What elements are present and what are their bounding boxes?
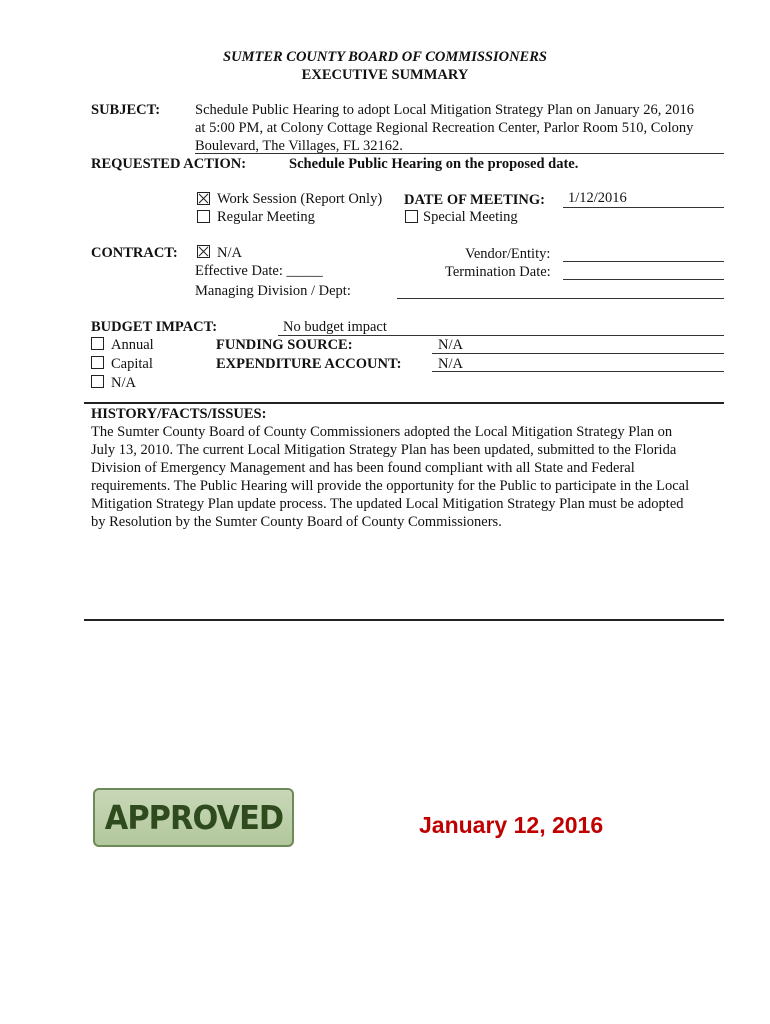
capital-label: Capital xyxy=(111,356,153,372)
budget-impact-label: BUDGET IMPACT: xyxy=(91,319,218,335)
subject-line-3: Boulevard, The Villages, FL 32162. xyxy=(195,138,403,154)
budget-impact-value: No budget impact xyxy=(283,319,387,335)
subject-line-2: at 5:00 PM, at Colony Cottage Regional Recreation Center, Parlor Room 510, Colony xyxy=(195,120,694,136)
division-underline xyxy=(397,298,724,299)
work-session-checkbox[interactable] xyxy=(197,192,210,205)
regular-meeting-label: Regular Meeting xyxy=(217,209,315,225)
history-line: The Sumter County Board of County Commissioners adopted the Local Mitigation Strategy Plan on xyxy=(91,424,673,440)
annual-label: Annual xyxy=(111,337,154,353)
work-session-label: Work Session (Report Only) xyxy=(217,191,383,207)
capital-checkbox[interactable] xyxy=(91,356,104,369)
history-line: requirements. The Public Hearing will provide the opportunity for the Public to participate in the Local xyxy=(91,478,690,494)
approved-stamp-text: APPROVED xyxy=(104,798,283,837)
history-text xyxy=(91,423,731,531)
org-title: SUMTER COUNTY BOARD OF COMMISSIONERS xyxy=(223,49,547,65)
termination-underline xyxy=(563,279,724,280)
date-underline xyxy=(563,207,724,208)
history-line: July 13, 2010. The current Local Mitigation Strategy Plan has been updated, submitted to the Florida xyxy=(91,442,677,458)
special-meeting-checkbox[interactable] xyxy=(405,210,418,223)
funding-underline xyxy=(432,353,724,354)
requested-action-value: Schedule Public Hearing on the proposed date. xyxy=(289,156,579,172)
date-of-meeting-label: DATE OF MEETING: xyxy=(404,192,545,208)
history-label: HISTORY/FACTS/ISSUES: xyxy=(91,406,267,422)
termination-label: Termination Date: xyxy=(445,264,551,280)
special-meeting-label: Special Meeting xyxy=(423,209,518,225)
funding-source-label: FUNDING SOURCE: xyxy=(216,337,353,353)
doc-title: EXECUTIVE SUMMARY xyxy=(301,67,469,83)
budget-na-label: N/A xyxy=(111,375,136,391)
history-top-rule xyxy=(84,402,724,404)
managing-division: Managing Division / Dept: xyxy=(195,283,351,299)
subject-line-1: Schedule Public Hearing to adopt Local Mitigation Strategy Plan on January 26, 2016 xyxy=(195,102,694,118)
requested-action-label: REQUESTED ACTION: xyxy=(91,156,247,172)
effective-date: Effective Date: _____ xyxy=(195,263,323,279)
contract-na-checkbox[interactable] xyxy=(197,245,210,258)
regular-meeting-checkbox[interactable] xyxy=(197,210,210,223)
date-of-meeting-value: 1/12/2016 xyxy=(568,190,627,206)
expenditure-account-label: EXPENDITURE ACCOUNT: xyxy=(216,356,402,372)
budget-na-checkbox[interactable] xyxy=(91,375,104,388)
subject-underline xyxy=(195,153,724,154)
funding-source-value: N/A xyxy=(438,337,463,353)
annual-checkbox[interactable] xyxy=(91,337,104,350)
vendor-underline xyxy=(563,261,724,262)
expenditure-underline xyxy=(432,371,724,372)
approved-stamp xyxy=(93,788,294,847)
history-line: Division of Emergency Management and has been found compliant with all State and Federal xyxy=(91,460,635,476)
expenditure-account-value: N/A xyxy=(438,356,463,372)
subject-label: SUBJECT: xyxy=(91,102,161,118)
contract-na-label: N/A xyxy=(217,245,242,261)
history-line: Mitigation Strategy Plan update process. The updated Local Mitigation Strategy Plan must be adopted xyxy=(91,496,684,512)
contract-label: CONTRACT: xyxy=(91,245,178,261)
vendor-label: Vendor/Entity: xyxy=(465,246,551,262)
history-bottom-rule xyxy=(84,619,724,621)
approval-date: January 12, 2016 xyxy=(419,812,604,838)
history-line: by Resolution by the Sumter County Board of County Commissioners. xyxy=(91,514,502,530)
